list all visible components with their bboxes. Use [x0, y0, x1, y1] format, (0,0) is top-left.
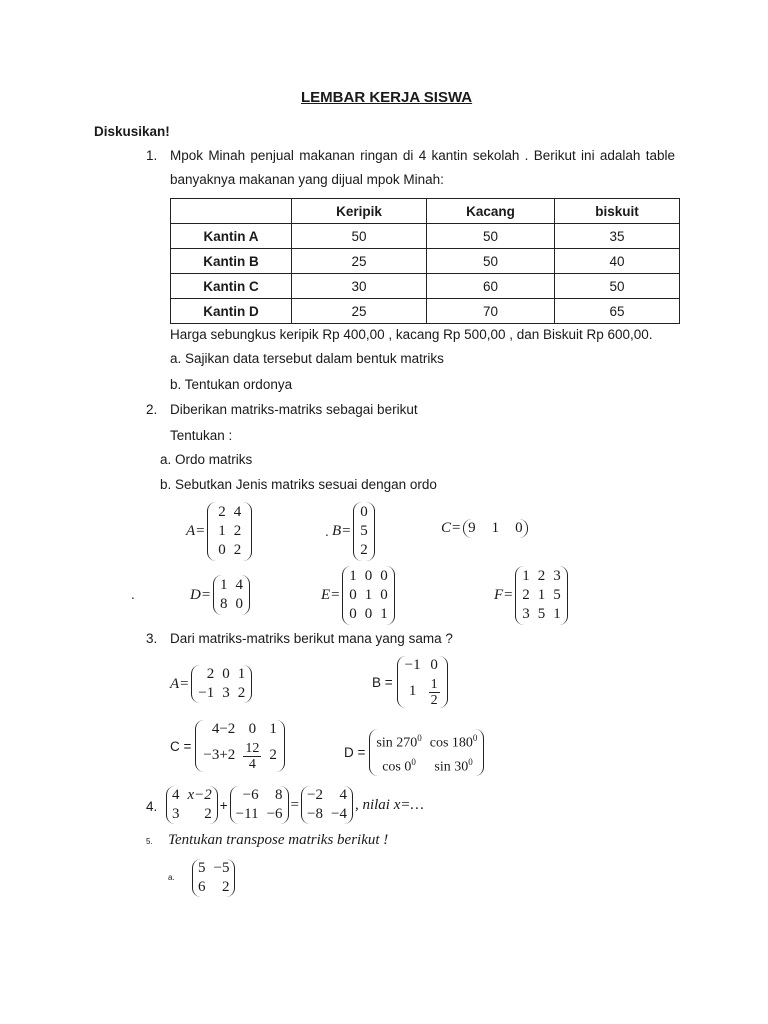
stray-dot: . [131, 587, 135, 602]
matrix-cell: 5 [553, 587, 561, 603]
matrix-B [332, 502, 375, 561]
matrix-cell: 1 [380, 606, 388, 622]
fraction [429, 677, 440, 708]
table-cell: 35 [555, 224, 680, 249]
matrix-cell: 1 [218, 523, 226, 539]
matrix-cell: 3 [522, 606, 530, 622]
q2-text-line2: Tentukan : [170, 428, 233, 443]
q2-item-b: b. Sebutkan Jenis matriks sesuai dengan ordo [160, 477, 437, 492]
matrix-label: D= [190, 586, 211, 603]
q3-matrix-B [372, 656, 448, 708]
matrix-cell: 4 [339, 787, 347, 803]
matrix-label: B = [372, 674, 393, 690]
degree-sup: 0 [417, 733, 422, 743]
matrix-cell: 0 [364, 606, 373, 622]
matrix-cell: −5 [213, 860, 230, 876]
table-header-cell: Keripik [292, 199, 427, 224]
matrix-cell: 9 [468, 520, 476, 536]
q2-number: 2. [146, 402, 158, 417]
fraction-denominator: 2 [430, 693, 438, 708]
trig-expr: sin 30 [434, 759, 469, 775]
table-cell: 50 [555, 274, 680, 299]
matrix-cell: 2 [218, 504, 226, 520]
matrix-cell: −8 [307, 806, 323, 822]
matrix-cell: 3 [172, 806, 180, 822]
q1-number: 1. [146, 148, 158, 163]
table-cell: 60 [427, 274, 555, 299]
table-row-header: Kantin A [171, 224, 292, 249]
plus-sign: + [219, 797, 228, 813]
matrix-label: C= [441, 520, 462, 536]
matrix-cell: 8 [275, 787, 283, 803]
matrix-cell: 4 [233, 504, 242, 520]
matrix-cell: 2 [206, 666, 215, 682]
matrix-cell: 1 [553, 606, 561, 622]
q4-equation [166, 786, 424, 824]
matrix-label: B= [332, 523, 352, 539]
table-row-header: Kantin C [171, 274, 292, 299]
matrix-cell: 2 [233, 542, 242, 558]
matrix-cell: −1 [404, 657, 421, 673]
q4-tail-text: , nilai x=… [354, 796, 424, 813]
matrix-cell: 3 [553, 568, 561, 584]
q4-matrix-1 [166, 786, 218, 824]
fraction-denominator: 4 [248, 757, 256, 772]
table-row [171, 274, 680, 299]
matrix-E [321, 566, 395, 625]
table-row [171, 299, 680, 324]
table-row-header: Kantin D [171, 299, 292, 324]
sales-table [170, 198, 680, 324]
table-cell: 70 [427, 299, 555, 324]
q5-matrix [192, 859, 235, 897]
q3-text-line1: Dari matriks-matriks berikut mana yang sama ? [170, 631, 453, 646]
matrix-cell: 4−2 [211, 721, 236, 737]
q1-item-b: b. Tentukan ordonya [170, 377, 293, 392]
fraction [243, 741, 261, 772]
matrix-cell: 8 [219, 596, 228, 612]
matrix-cell: −2 [307, 787, 323, 803]
section-heading: Diskusikan! [94, 124, 170, 139]
matrix-cell: 5 [198, 860, 206, 876]
matrix-cell: −1 [198, 685, 215, 701]
matrix-label: D = [344, 745, 366, 761]
equals-sign: = [290, 796, 300, 813]
q5-number: 5. [146, 837, 153, 846]
matrix-cell: 0 [218, 542, 226, 558]
matrix-cell: −6 [242, 787, 259, 803]
matrix-cell: 5 [360, 523, 368, 539]
matrix-cell: −3+2 [203, 747, 236, 763]
table-cell: 25 [292, 299, 427, 324]
matrix-cell: 1 [349, 568, 357, 584]
matrix-cell: 2 [237, 685, 246, 701]
matrix-A [186, 502, 252, 561]
matrix-cell: 1 [408, 683, 417, 699]
matrix-cell: x−2 [187, 787, 212, 803]
matrix-cell: 0 [222, 666, 230, 682]
table-cell: 50 [427, 249, 555, 274]
matrix-cell: 0 [430, 657, 438, 673]
q1-item-a: a. Sajikan data tersebut dalam bentuk matriks [170, 351, 444, 366]
matrix-cell: 0 [349, 606, 357, 622]
matrix-label: C = [170, 738, 192, 754]
matrix-label: E= [321, 587, 341, 603]
matrix-cell: −4 [330, 806, 347, 822]
table-header-row [171, 199, 680, 224]
matrix-cell: 1 [237, 666, 246, 682]
q5-item-a: a. [168, 873, 175, 882]
matrix-cell: 2 [221, 879, 230, 895]
q3-matrix-C [170, 720, 285, 772]
matrix-cell: 4 [235, 577, 243, 593]
table-row [171, 249, 680, 274]
matrix-cell: 2 [204, 806, 212, 822]
matrix-cell: 4 [172, 787, 180, 803]
matrix-cell: 5 [537, 606, 546, 622]
matrix-label: A= [186, 523, 206, 539]
matrix-F [494, 566, 568, 625]
matrix-C [441, 519, 528, 538]
matrix-cell: 1 [269, 721, 277, 737]
q5-text: Tentukan transpose matriks berikut ! [168, 832, 389, 848]
matrix-cell: 2 [537, 568, 546, 584]
matrix-D [190, 575, 250, 615]
q4-matrix-3 [301, 786, 353, 824]
trig-expr: sin 270 [376, 735, 418, 751]
q3-matrix-A [170, 665, 252, 703]
matrix-cell: 2 [269, 747, 277, 763]
page-title: LEMBAR KERJA SISWA [301, 89, 473, 106]
table-cell: 50 [292, 224, 427, 249]
matrix-cell: 0 [360, 504, 368, 520]
matrix-cell: 0 [515, 520, 523, 536]
table-cell: 65 [555, 299, 680, 324]
trig-expr: cos 180 [429, 735, 473, 751]
q1-text-line1: Mpok Minah penjual makanan ringan di 4 kantin sekolah . Berikut ini adalah table [170, 148, 675, 163]
matrix-cell: 0 [248, 721, 257, 737]
matrix-label: A= [170, 675, 190, 692]
stray-dot: . [325, 524, 329, 539]
table-cell: 30 [292, 274, 427, 299]
trig-expr: cos 0 [382, 759, 412, 775]
matrix-cell: 1 [522, 568, 530, 584]
table-header-cell [171, 199, 292, 224]
matrix-cell: 0 [364, 568, 373, 584]
q2-item-a: a. Ordo matriks [160, 452, 253, 467]
matrix-cell: 2 [360, 542, 368, 558]
matrix-cell: 6 [198, 879, 206, 895]
fraction-numerator: 12 [245, 741, 260, 756]
matrix-cell: 0 [380, 587, 388, 603]
table-cell: 50 [427, 224, 555, 249]
q3-matrix-D [344, 729, 484, 776]
matrix-cell: −11 [235, 806, 259, 822]
table-row-header: Kantin B [171, 249, 292, 274]
q1-price-text: Harga sebungkus keripik Rp 400,00 , kacang Rp 500,00 , dan Biskuit Rp 600,00. [170, 327, 653, 342]
q4-number: 4. [146, 799, 158, 814]
degree-sup: 0 [411, 756, 416, 767]
table-cell: 25 [292, 249, 427, 274]
fraction-numerator: 1 [430, 677, 438, 692]
matrix-cell: 3 [222, 685, 230, 701]
matrix-cell: 0 [380, 568, 388, 584]
q1-text-line2: banyaknya makanan yang dijual mpok Minah: [170, 172, 444, 187]
table-row [171, 224, 680, 249]
matrix-cell: 1 [219, 577, 228, 593]
matrix-cell: 2 [522, 587, 530, 603]
matrix-cell: −6 [266, 806, 283, 822]
q2-text-line1: Diberikan matriks-matriks sebagai berikut [170, 402, 418, 417]
table-cell: 40 [555, 249, 680, 274]
matrix-cell: 1 [491, 520, 500, 536]
matrix-cell: 1 [364, 587, 373, 603]
matrix-cell: 0 [349, 587, 357, 603]
degree-sup: 0 [472, 733, 478, 743]
matrix-cell: 0 [235, 596, 243, 612]
q3-number: 3. [146, 631, 158, 646]
table-header-cell: biskuit [555, 199, 680, 224]
table-header-cell: Kacang [427, 199, 555, 224]
matrix-cell: 1 [537, 587, 546, 603]
matrix-label: F= [494, 587, 514, 603]
q4-matrix-2 [230, 786, 289, 824]
matrix-cell: 2 [233, 523, 242, 539]
degree-sup: 0 [468, 756, 473, 767]
